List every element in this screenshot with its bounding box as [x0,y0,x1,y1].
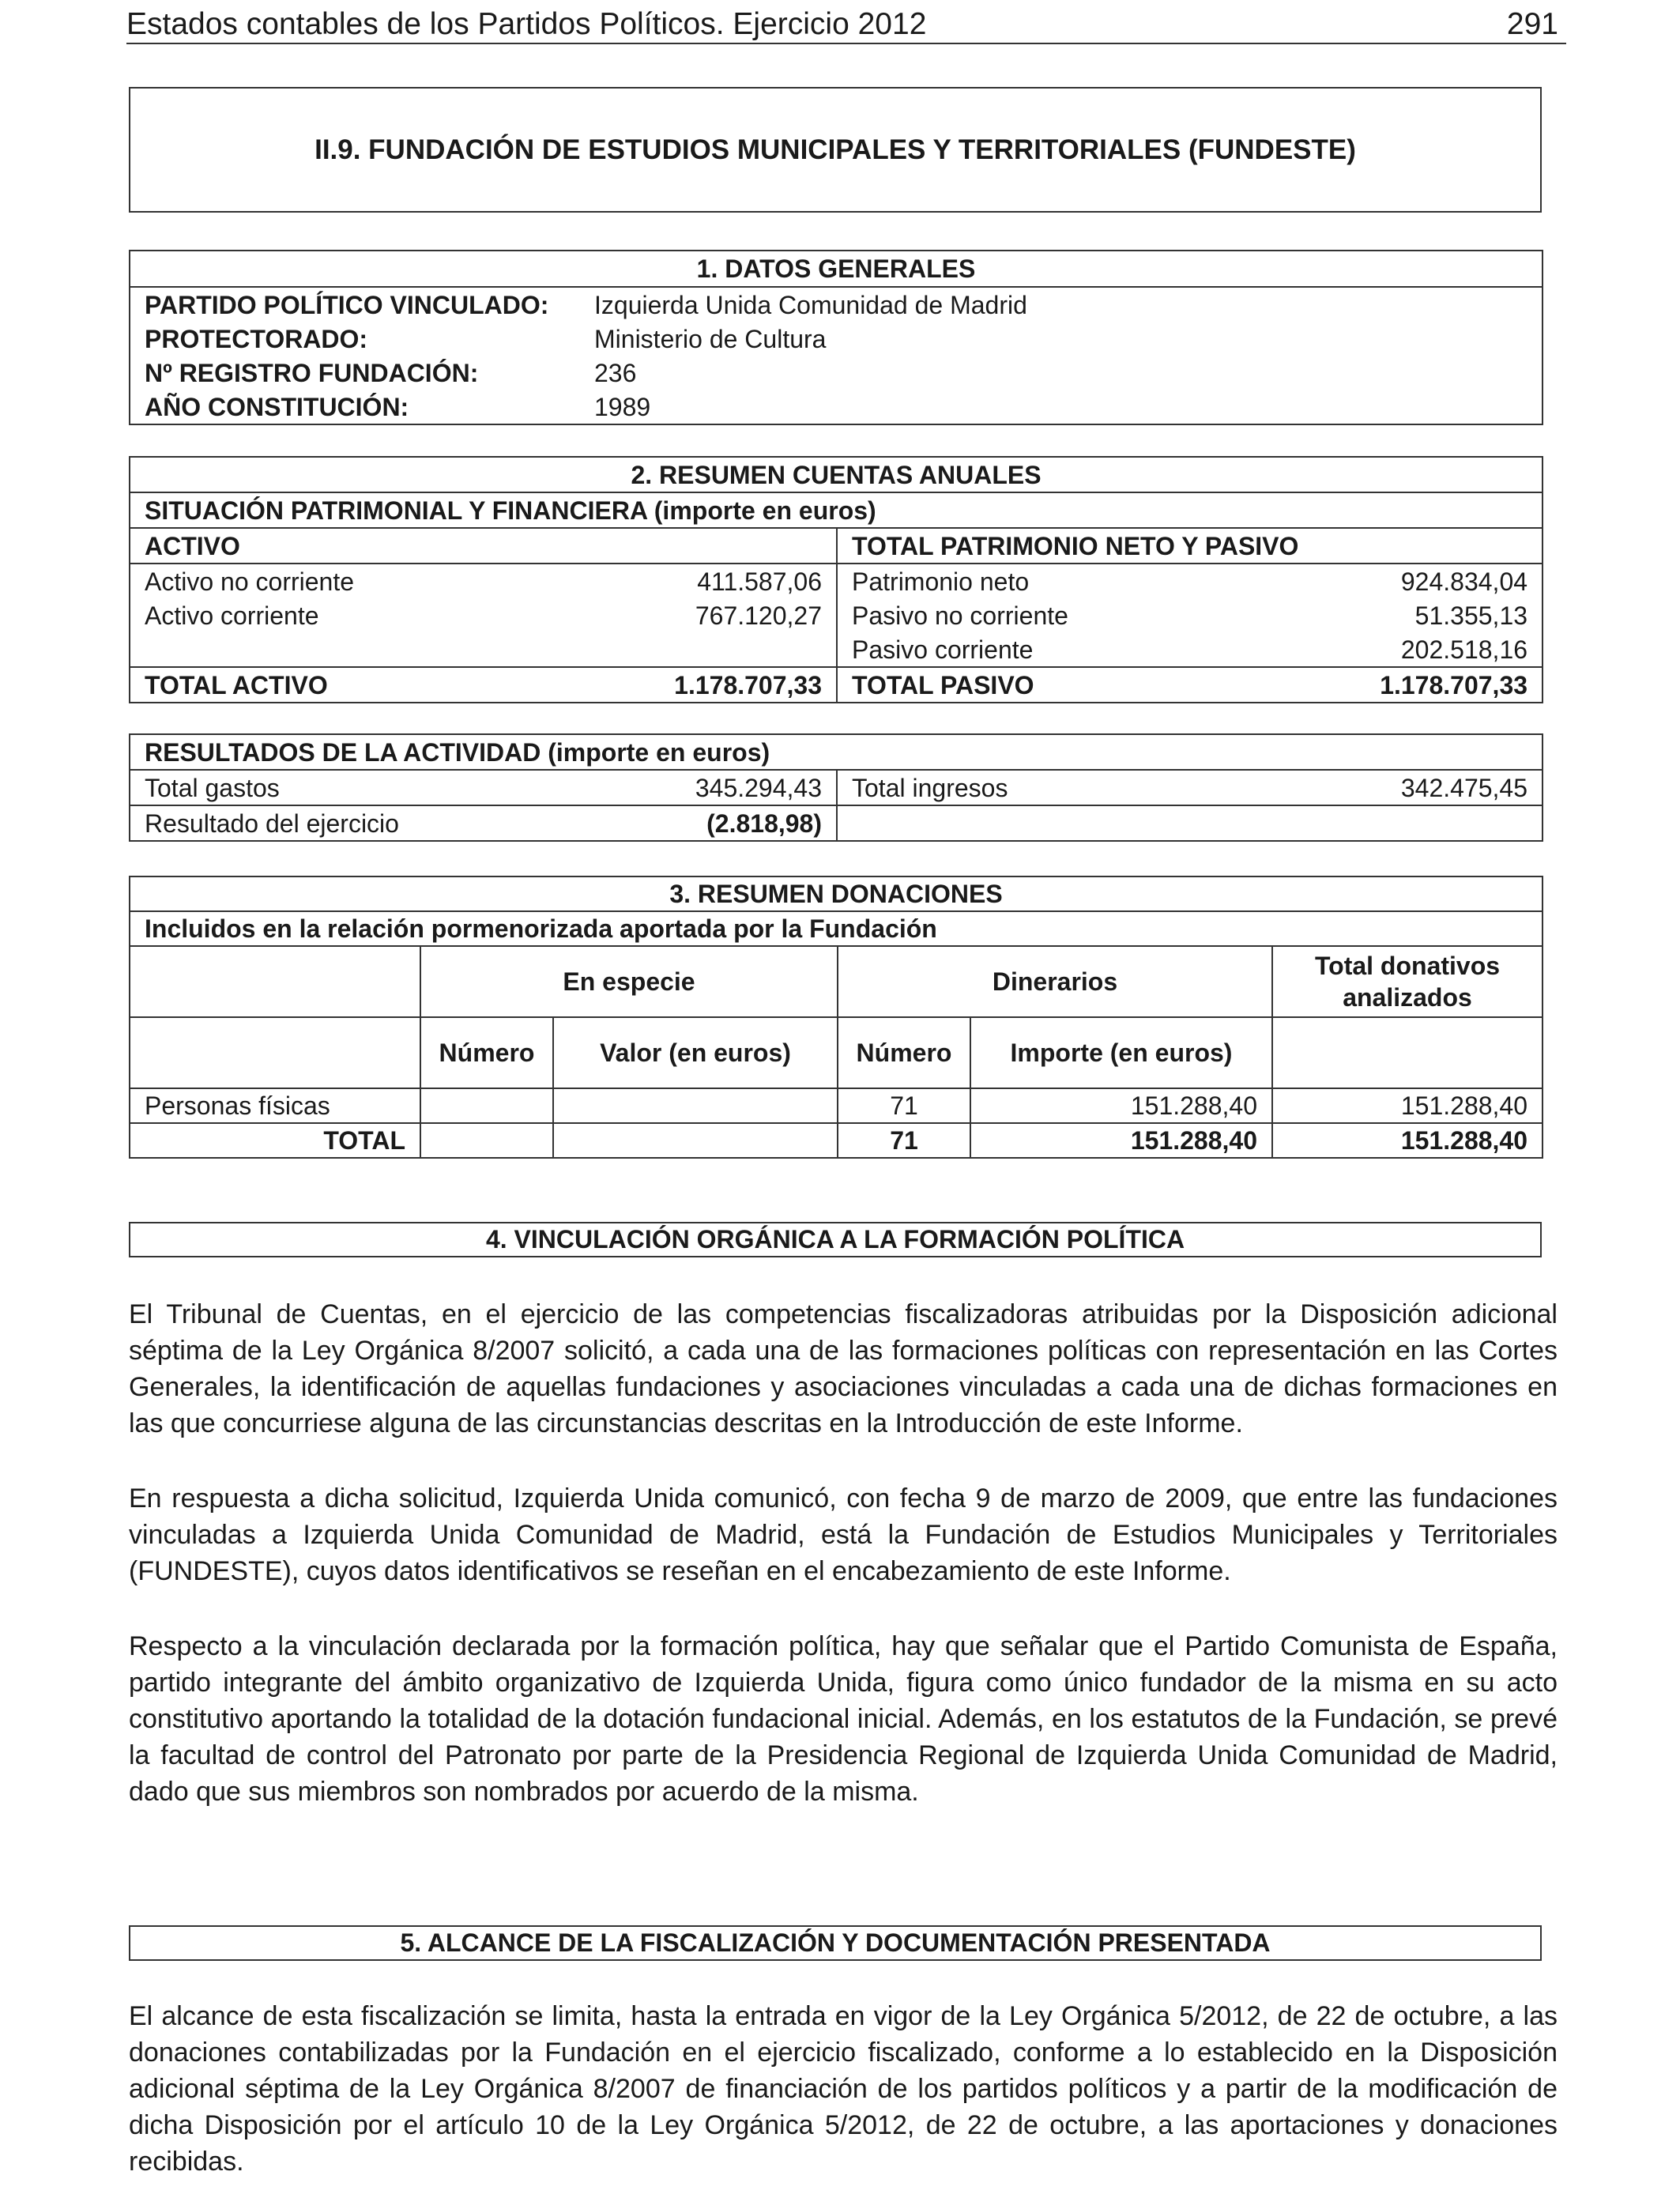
section-title: II.9. FUNDACIÓN DE ESTUDIOS MUNICIPALES Y TERRITORIALES (FUNDESTE) [315,134,1356,165]
page-number: 291 [1506,7,1558,41]
row-value: 1989 [594,392,651,421]
row-label: Personas físicas [130,1088,420,1123]
total-activo-label: TOTAL ACTIVO [130,667,596,703]
pasivo-value: 924.834,04 [1311,564,1543,598]
table-row [130,1088,1543,1123]
row-label: PARTIDO POLÍTICO VINCULADO: [130,287,580,322]
section-4-heading [129,1222,1542,1257]
table-row [130,322,1543,356]
section-5-title: 5. ALCANCE DE LA FISCALIZACIÓN Y DOCUMENTACIÓN PRESENTADA [400,1928,1271,1957]
pasivo-value: 51.355,13 [1414,601,1528,630]
resultados-heading: RESULTADOS DE LA ACTIVIDAD (importe en euros) [145,737,770,767]
running-header [126,6,1566,44]
total-pasivo-label: TOTAL PASIVO [837,667,1311,703]
datos-generales-heading: 1. DATOS GENERALES [696,254,976,283]
numero-especie-header: Número [420,1017,553,1088]
donaciones-heading: 3. RESUMEN DONACIONES [669,880,1003,908]
totals-row [130,1123,1543,1158]
section-title-box [129,87,1542,213]
esp-numero [420,1123,553,1158]
total-donativos: 151.288,40 [1272,1123,1543,1158]
ingresos-value: 342.475,45 [1311,770,1543,805]
table-row [130,805,1543,841]
row-value: 236 [594,358,637,387]
pasivo-header: TOTAL PATRIMONIO NETO Y PASIVO [837,528,1543,564]
activo-value: 767.120,27 [596,598,837,632]
activo-value: 411.587,06 [596,564,837,598]
paragraph: En respuesta a dicha solicitud, Izquierda Unida comunicó, con fecha 9 de marzo de 2009, que entre las fundaciones vinculadas a Izquierda Unida Comunidad de Madrid, está la Fundación de Estudios Municipales y Territoriales (FUNDESTE), cuyos datos identificativos se reseñan en el encabezamiento de este Informe. [129,1483,1558,1586]
ingresos-label: Total ingresos [837,770,1311,805]
column-header-row [130,1017,1543,1088]
row-value: Izquierda Unida Comunidad de Madrid [580,287,1543,322]
esp-numero [420,1088,553,1123]
table-row [130,390,1543,424]
paragraph: El Tribunal de Cuentas, en el ejercicio de las competencias fiscalizadoras atribuidas por la Disposición adicional séptima de la Ley Orgánica 8/2007 solicitó, a cada una de las formaciones políticas con representación en las Cortes Generales, la identificación de aquellas fundaciones y asociaciones vinculadas a cada una de dichas formaciones en las que concurriese alguna de las circunstancias descritas en la Introducción de este Informe. [129,1299,1558,1438]
table-heading-row [130,251,1543,287]
din-numero: 71 [838,1088,970,1123]
total-donativos-header: Total donativos analizados [1272,946,1543,1017]
donaciones-table [129,876,1543,1159]
activo-label: Activo no corriente [130,564,596,598]
table-heading-row [130,876,1543,911]
gastos-value: 345.294,43 [596,770,837,805]
total-donativos: 151.288,40 [1272,1088,1543,1123]
pasivo-label: Pasivo corriente [852,635,1034,664]
totals-row [130,667,1543,703]
table-row [130,632,1543,667]
din-importe: 151.288,40 [970,1123,1272,1158]
table-row [130,287,1543,322]
table-row [130,356,1543,390]
empty-cell [130,1017,420,1088]
pasivo-label: Pasivo no corriente [852,601,1068,630]
gastos-label: Total gastos [130,770,596,805]
total-activo-value: 1.178.707,33 [596,667,837,703]
en-especie-header: En especie [420,946,838,1017]
table-row [130,598,1543,632]
resumen-cuentas-table [129,456,1543,703]
resultados-table [129,733,1543,842]
group-header-row [130,946,1543,1017]
activo-value [596,632,837,667]
section-4-title: 4. VINCULACIÓN ORGÁNICA A LA FORMACIÓN POLÍTICA [485,1225,1185,1253]
column-header-row [130,528,1543,564]
esp-valor [553,1123,838,1158]
donaciones-subheading: Incluidos en la relación pormenorizada aportada por la Fundación [130,911,1543,946]
empty-cell [130,946,420,1017]
section-5-heading [129,1925,1542,1961]
pasivo-value: 202.518,16 [1400,635,1528,664]
datos-generales-table [129,250,1543,425]
total-pasivo-value: 1.178.707,33 [1311,667,1543,703]
din-numero: 71 [838,1123,970,1158]
empty-cell [1311,805,1543,841]
situacion-patrimonial-heading: SITUACIÓN PATRIMONIAL Y FINANCIERA (importe en euros) [130,492,1543,528]
row-label: Nº REGISTRO FUNDACIÓN: [145,358,479,387]
row-value: Ministerio de Cultura [594,324,827,353]
activo-label [130,632,596,667]
row-label: PROTECTORADO: [145,324,368,353]
table-subheading-row [130,911,1543,946]
activo-header: ACTIVO [130,528,837,564]
activo-label: Activo corriente [145,601,319,630]
table-subheading-row [130,492,1543,528]
empty-cell [837,805,1311,841]
resultado-value: (2.818,98) [596,805,837,841]
table-row [130,770,1543,805]
empty-cell [1272,1017,1543,1088]
esp-valor [553,1088,838,1123]
paragraph: Respecto a la vinculación declarada por la formación política, hay que señalar que el Partido Comunista de España, partido integrante del ámbito organizativo de Izquierda Unida, figura como único fundador de la misma en su acto constitutivo aportando la totalidad de la dotación fundacional inicial. Además, en los estatutos de la Fundación, se prevé la facultad de control del Patronato por parte de la Presidencia Regional de Izquierda Unida Comunidad de Madrid, dado que sus miembros son nombrados por acuerdo de la misma. [129,1631,1558,1807]
importe-header: Importe (en euros) [970,1017,1272,1088]
running-title: Estados contables de los Partidos Políticos. Ejercicio 2012 [126,7,927,41]
pasivo-label: Patrimonio neto [837,564,1311,598]
row-label: AÑO CONSTITUCIÓN: [145,392,409,421]
table-heading-row [130,457,1543,492]
paragraph: El alcance de esta fiscalización se limita, hasta la entrada en vigor de la Ley Orgánica 5/2012, de 22 de octubre, a las donaciones contabilizadas por la Fundación en el ejercicio fiscalizado, conforme a lo establecido en la Disposición adicional séptima de la Ley Orgánica 8/2007 de financiación de los partidos políticos y a partir de la modificación de dicha Disposición por el artículo 10 de la Ley Orgánica 5/2012, de 22 de octubre, a las aportaciones y donaciones recibidas. [129,2001,1558,2177]
resumen-cuentas-heading: 2. RESUMEN CUENTAS ANUALES [631,460,1042,489]
table-row [130,564,1543,598]
din-importe: 151.288,40 [970,1088,1272,1123]
dinerarios-header: Dinerarios [838,946,1272,1017]
total-label: TOTAL [130,1123,420,1158]
numero-dinerarios-header: Número [838,1017,970,1088]
valor-header: Valor (en euros) [553,1017,838,1088]
resultado-label: Resultado del ejercicio [130,805,596,841]
table-heading-row [130,734,1543,770]
